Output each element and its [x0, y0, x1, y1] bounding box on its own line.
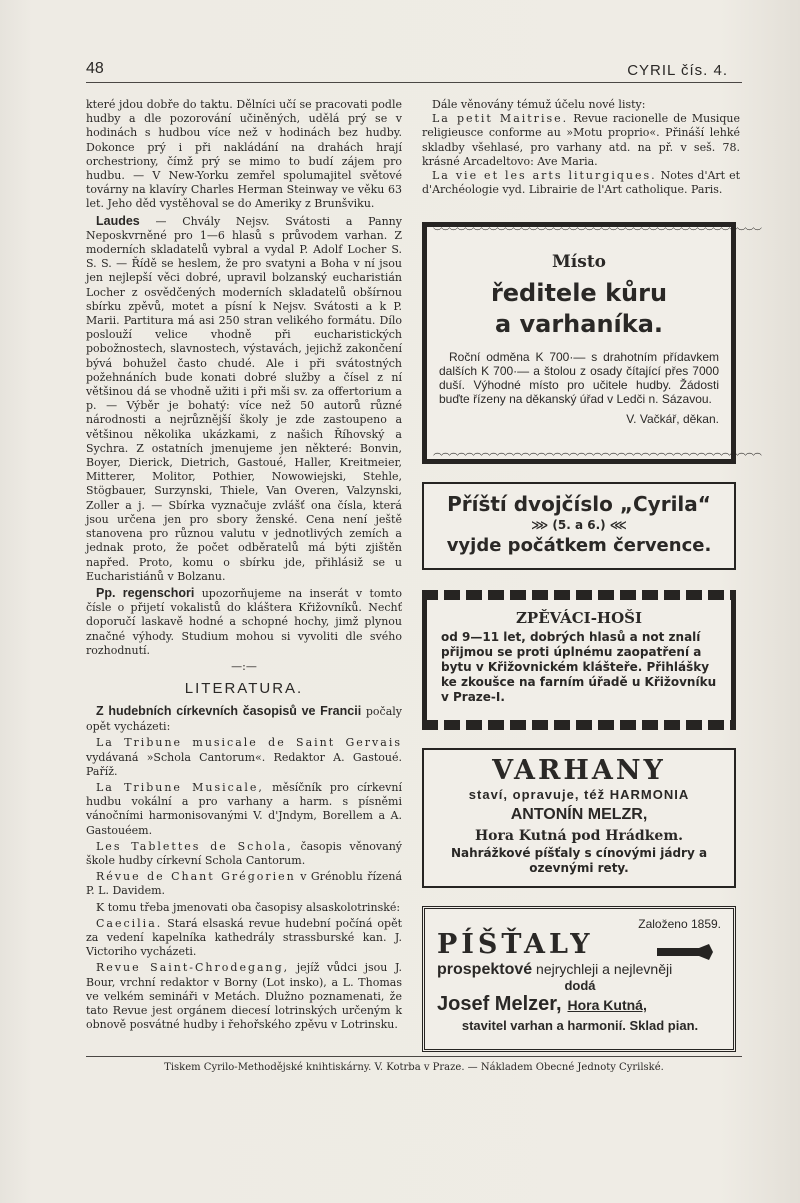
journal-text: jejíž vůdci jsou J. Bour, vrchní redaktor v Borny (Lot insko), a L. Thomas ve velkém semináři v Metách. Dlužno poznamenati, že tato Revue jest orgánem diecesí lotrinských určeným k obnově posvátné hudby i řehořského zpěvu v Lotrinsku.	[86, 961, 403, 1032]
section-heading: LITERATURA.	[184, 680, 304, 698]
ad-body: od 9—11 let, dobrých hlasů a not znalí přijmou se proti úplnému zaopatření a bytu v Křižovnickém klášteře. Přihlášky ke zkoušce na farním úřadě u Křižovníku v Praze-I.	[441, 630, 717, 704]
ad-line: Nahrážkové píšťaly s cínovými jádry a ozevnými rety.	[450, 846, 708, 875]
ad-body: Roční odměna K 700·— s drahotním přídavkem dalších K 700·— a štolou z osady čítající přes 7000 duší. Výhodné místo pro učitele hudby. Žádosti buďte řízeny na děkanský úřad v Ledči n. Sázavou.	[439, 350, 719, 406]
laudes-text: — Chvály Nejsv. Svátosti a Panny Neposkvrněné pro 1—6 hlasů s průvodem varhan. Z moderních skladatelů vybral a vydal P. Adolf Locher S. S. S. — Řídě se heslem, že pro svatyni a Boha v ní jsou jen nejlepší věci dobré, upravil bolzanský eucharistián Locher z osvědčených moderních skladatelů obšírnou sbírku zpěvů, motet a písní k Nejsv. Svátosti a k P. Marii. Partitura má asi 250 stran velikého formátu. Dílo poslouží velice vhodně při eucharistických pobožnostech, slavnostech, výstavách, jejichž zakončení bývá bohužel často chudé. Ale i při svátostných požehnáních bude konati dobré služby a čísel z ní většinou dá se vhodně užiti i při mši sv. za offertorium a p. — Výběr je bohatý: více než 50 autorů různé národnosti a nejrůznější školy je zde zastoupeno a většinou několika ukázkami, z našich Říhovský a Sychra. Z ostatních jmenujeme jen některé: Bonvin, Boyer, Dierick, Dietrich, Gastoué, Haller, Kreitmeier, Mitterer, Molitor, Pothier, Nowowiejski, Stehle, Stögbauer, Surzynski, Thiele, Van Overen, Valzynski, Zoller a j. — Sbírka vyznačuje zvlášť ona čísla, která jsou určena jen pro sbory ženské. Cena není ještě stanovena pro různou valutu v jednotlivých zemích a jednak proto, že počet odběratelů má býti zjištěn napřed. Proto, komu o sbírku jde, přihlásiž se u Eucharistiánů v Bolzanu.	[86, 214, 402, 583]
ad-place: Hora Kutná,	[567, 997, 647, 1013]
established-date: Založeno 1859.	[638, 917, 721, 931]
sub-heading-tail: počaly opět vycházeti:	[86, 705, 402, 734]
ad-title-line: a varhaníka.	[494, 310, 664, 338]
journal-text: K tomu třeba jmenovati oba časopisy alsaskolotrinské:	[96, 900, 401, 914]
journal-text: Revue racionelle de Musique religieusce conforme au »Motu proprio«. Přináší lehké skladby všehlasé, pro varhany atd. na př. v seš. 78. krásné Arcadeltovo: Ave Maria.	[422, 112, 740, 168]
journal-item	[86, 917, 402, 960]
laudes-title: Laudes	[96, 213, 140, 228]
notice-line: Příští dvojčíslo „Cyrila“	[447, 492, 711, 516]
ad-signature: V. Vačkář, děkan.	[626, 412, 719, 426]
ad-title-line: ředitele kůru	[490, 279, 668, 307]
journal-item	[86, 870, 402, 898]
pipes-ad	[422, 906, 736, 1052]
ornament-border: ︵︵︵︵︵︵︵︵︵︵︵︵︵︵︵︵︵︵︵︵︵︵︵︵︵︵︵︵︵︵︵︵︵︵︵︵︵︵︵︵︵	[433, 448, 762, 458]
organ-pipe-icon	[655, 943, 715, 961]
sub-heading	[86, 704, 402, 734]
regenschori-text: upozorňujeme na inserát v tomto čísle o přijetí vokalistů do kláštera Křižovníků. Nechť doporučí laskavě hodné a schopné hochy, jimž plynou značné výhody. Studium mohou si vyvoliti dle svého rozhodnutí.	[86, 586, 402, 657]
journal-item	[422, 112, 740, 169]
ad-title: ZPĚVÁCI-HOŠI	[515, 609, 643, 627]
organ-builder-ad	[422, 748, 736, 888]
ad-line: staví, opravuje, též HARMONIA	[468, 787, 690, 802]
ad-title: VARHANY	[492, 755, 666, 786]
journal-item	[86, 901, 402, 915]
ornament-border	[422, 590, 736, 600]
ad-line	[437, 993, 723, 1017]
journal-text: měsíčník pro církevní hudbu vokální a pro varhany a harm. s písněmi vánočními harmonisovanými V. d'Jndym, Borellem a A. Gastouéem.	[86, 780, 402, 837]
right-intro: Dále věnovány témuž účelu nové listy:	[432, 98, 646, 111]
running-head: CYRIL čís. 4.	[627, 62, 728, 79]
right-column	[422, 98, 740, 197]
journal-text: Notes d'Art et d'Archéologie vyd. Librairie de l'Art catholique. Paris.	[422, 169, 740, 197]
organist-ad	[422, 222, 762, 464]
journal-item	[86, 840, 402, 868]
separator: —:—	[231, 659, 257, 673]
journal-name: La vie et les arts liturgiques.	[432, 169, 657, 183]
journal-name: La Tribune Musicale,	[96, 780, 264, 794]
journal-text: Stará elsaská revue hudební počíná opět za vedení kapelníka kathedrály strassburské kan. J. Victoriho vycházeti.	[86, 916, 402, 959]
ad-title: PÍŠŤALY	[437, 929, 594, 960]
journal-name: Revue Saint-Chrodegang,	[96, 961, 290, 975]
imprint: Tiskem Cyrilo-Methodějské knihtiskárny. V. Kotrba v Praze. — Nákladem Obecné Jednoty Cyrilské.	[164, 1062, 664, 1073]
journal-text: vydávaná »Schola Cantorum«. Redaktor A. Gastoué. Paříž.	[86, 750, 402, 778]
ad-line: dodá	[564, 978, 596, 993]
journal-text: v Grénoblu řízená P. L. Davidem.	[86, 870, 402, 898]
journal-item	[86, 781, 402, 838]
sub-heading-title: Z hudebních církevních časopisů ve Francii	[96, 704, 362, 719]
ornament-border: ︶︶︶︶︶︶︶︶︶︶︶︶︶︶︶︶︶︶︶︶︶︶︶︶︶︶︶︶︶︶︶︶︶︶︶︶︶︶︶︶︶	[433, 228, 762, 238]
journal-name: Les Tablettes de Schola,	[96, 839, 293, 853]
left-column	[86, 98, 402, 1032]
ad-line-rest: nejrychleji a nejlevněji	[532, 961, 673, 977]
ornament-border	[422, 720, 736, 730]
journal-name: La Tribune musicale de Saint Gervais	[96, 736, 402, 750]
ad-title	[439, 247, 719, 340]
journal-name: La petit Maitrise.	[432, 112, 569, 126]
journal-item	[86, 736, 402, 779]
page-number: 48	[86, 60, 104, 77]
right-text	[422, 98, 740, 197]
ad-name: Josef Melzer,	[437, 993, 562, 1015]
ad-title-line: Místo	[551, 252, 607, 272]
journal-text: časopis věnovaný škole hudby církevní Schola Cantorum.	[86, 839, 402, 867]
news-paragraph: které jdou dobře do taktu. Dělníci učí se pracovati podle hudby a dle pozorování učiněných, udělá prý se v hodinách s hudbou více než v hodinách bez hudby. Dokonce prý i při nakládání na drahách hrají orchestriony, čímž prý se mimo to budí zájem pro hudbu. — V New-Yorku zemřel spolumajitel světové továrny na klavíry Charles Herman Steinway ve věku 63 let. Jeho děd vystěhoval se do Ameriky z Brunšviku.	[86, 98, 402, 211]
journal-item	[86, 961, 402, 1032]
choir-boys-ad	[422, 590, 736, 730]
journal-name: Révue de Chant Grégorien	[96, 870, 296, 884]
ad-line	[437, 961, 723, 978]
notice-line: ⋙ (5. a 6.) ⋘	[531, 518, 627, 532]
page-header	[86, 60, 742, 83]
ad-line-bold: prospektové	[437, 961, 533, 978]
laudes-paragraph	[86, 214, 402, 584]
journal-name: Caecilia.	[96, 916, 163, 930]
ad-place: Hora Kutná pod Hrádkem.	[474, 828, 684, 844]
ad-name: ANTONÍN MELZR,	[510, 806, 648, 823]
ad-line: stavitel varhan a harmonií. Sklad pian.	[461, 1018, 699, 1033]
notice-line: vyjde počátkem července.	[446, 535, 712, 556]
regenschori-title: Pp. regenschori	[96, 585, 195, 600]
regenschori-paragraph	[86, 586, 402, 658]
next-issue-notice	[422, 482, 736, 570]
journal-item	[422, 169, 740, 197]
footer-rule	[86, 1056, 742, 1057]
